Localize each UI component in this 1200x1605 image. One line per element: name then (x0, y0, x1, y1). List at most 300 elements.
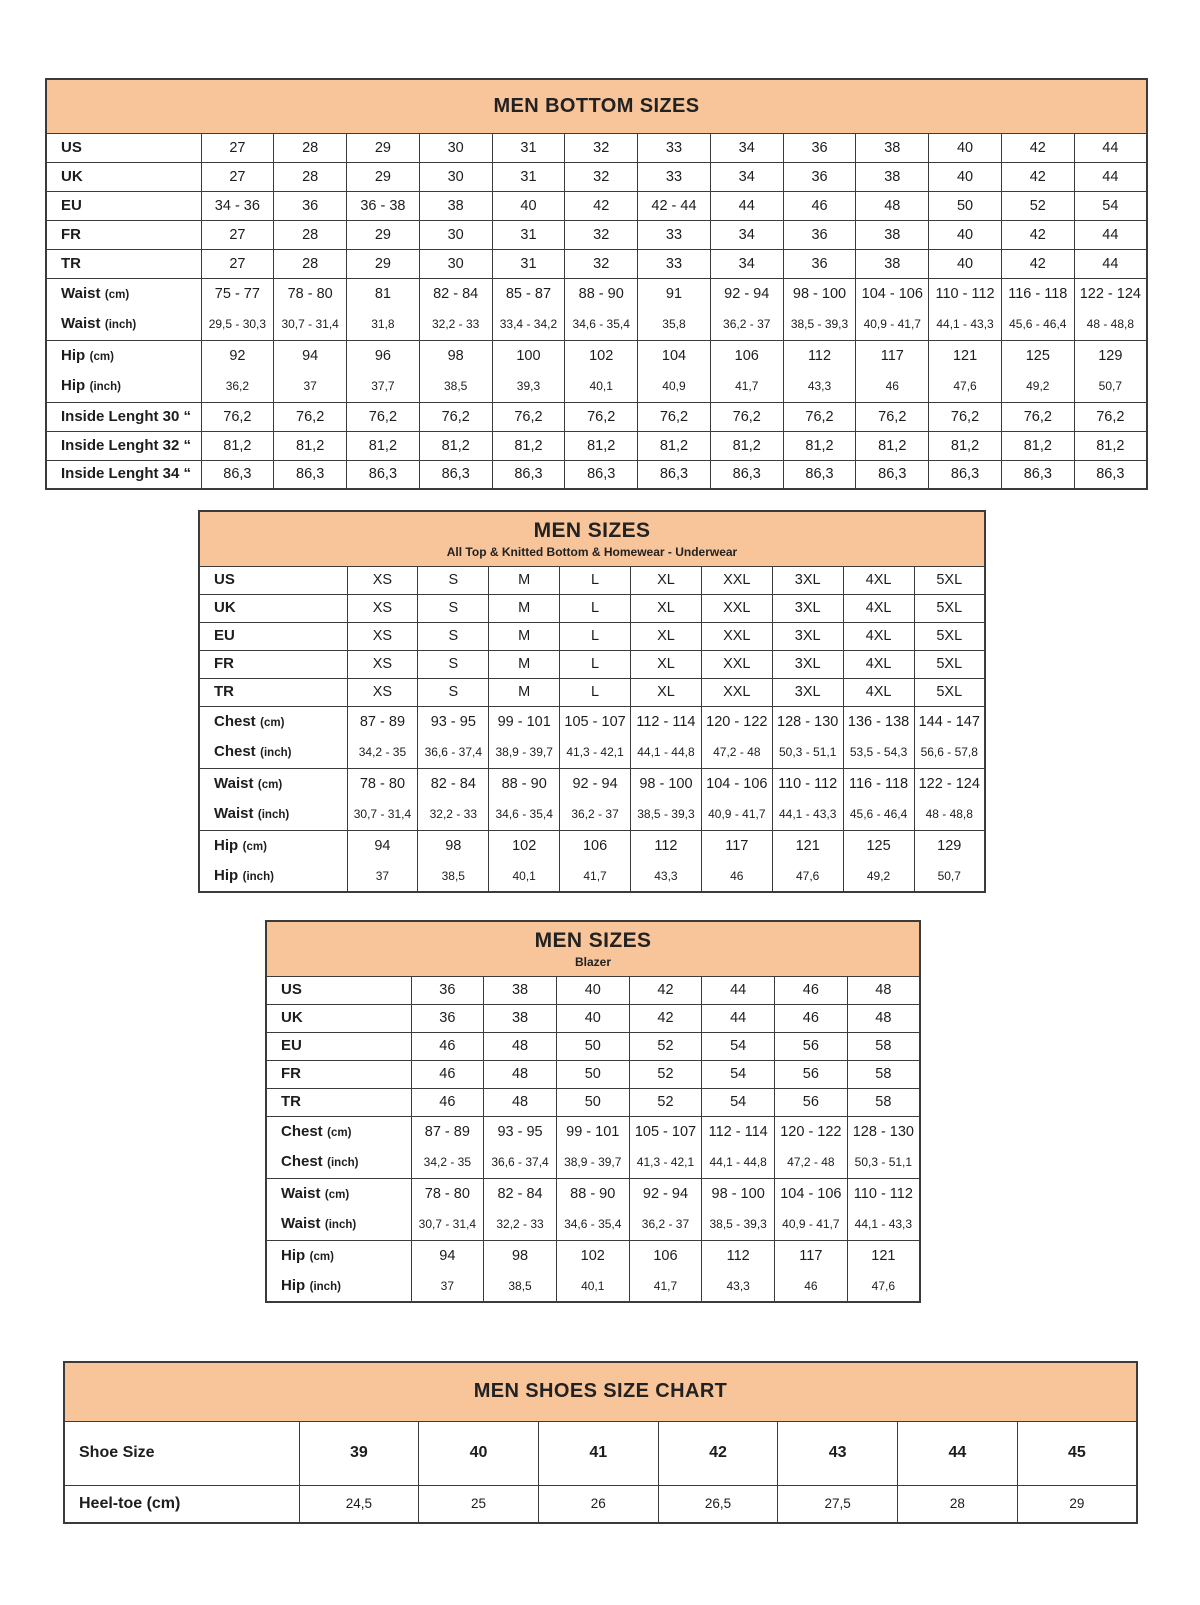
table-cell: 120 - 122 (775, 1116, 848, 1147)
table-cell: 40 (556, 976, 629, 1004)
table-cell: 47,6 (847, 1271, 920, 1302)
table-cell: 38 (419, 191, 492, 220)
table-cell: 82 - 84 (418, 768, 489, 799)
table-cell: 42 (629, 976, 702, 1004)
row-label-text: EU (281, 1037, 302, 1054)
row-label (199, 861, 347, 892)
table-cell: 38 (856, 162, 929, 191)
table-cell: 44,1 - 43,3 (929, 309, 1002, 340)
table-cell: XXL (701, 594, 772, 622)
table-row (46, 431, 1147, 460)
row-label-text: Chest (281, 1122, 323, 1140)
table-cell: 40,9 (638, 371, 711, 402)
table-cell: 38 (856, 133, 929, 162)
table-cell: L (560, 594, 631, 622)
table-cell: 50 (929, 191, 1002, 220)
table-cell: 98 - 100 (631, 768, 702, 799)
table-cell: 31 (492, 162, 565, 191)
row-label (266, 1116, 411, 1147)
table-cell: 47,6 (772, 861, 843, 892)
row-label-unit: (inch) (242, 871, 274, 883)
table-cell: M (489, 594, 560, 622)
table-cell: 129 (1074, 340, 1147, 371)
table-cell: 48 (847, 1004, 920, 1032)
table-cell: 25 (419, 1485, 539, 1523)
table-cell: 98 - 100 (702, 1178, 775, 1209)
row-label (266, 1240, 411, 1271)
table-cell: 42 (1001, 133, 1074, 162)
table-cell: 121 (772, 830, 843, 861)
row-label-text: Waist (281, 1184, 321, 1202)
table-cell: 38 (856, 249, 929, 278)
table-cell: 40,9 - 41,7 (775, 1209, 848, 1240)
table-cell: 36 (783, 220, 856, 249)
row-label (266, 1271, 411, 1302)
table-cell: 28 (274, 162, 347, 191)
table-header (266, 921, 920, 976)
table-cell: 44,1 - 43,3 (772, 799, 843, 830)
table-cell: 38,9 - 39,7 (489, 737, 560, 768)
table-cell: 112 - 114 (631, 706, 702, 737)
table-cell: 86,3 (1074, 460, 1147, 489)
table-cell: 128 - 130 (772, 706, 843, 737)
table-cell: XS (347, 622, 418, 650)
table-cell: 36,2 - 37 (710, 309, 783, 340)
table-cell: M (489, 678, 560, 706)
row-label-unit: (cm) (309, 1250, 334, 1263)
table-cell: 44 (1074, 220, 1147, 249)
row-label-text: Chest (214, 712, 256, 730)
table-cell: 76,2 (565, 402, 638, 431)
row-label (199, 594, 347, 622)
table-cell: 27 (201, 162, 274, 191)
table-cell: 5XL (914, 650, 985, 678)
row-label-text: Hip (61, 377, 86, 395)
table-cell: 3XL (772, 566, 843, 594)
table-title: MEN SIZES (534, 928, 652, 952)
table-cell: 36,2 - 37 (629, 1209, 702, 1240)
table-cell: 42 (1001, 162, 1074, 191)
table-cell: 38,5 (484, 1271, 557, 1302)
table-cell: 26 (538, 1485, 658, 1523)
table-cell: 53,5 - 54,3 (843, 737, 914, 768)
table-cell: 86,3 (638, 460, 711, 489)
table-cell: 45,6 - 46,4 (1001, 309, 1074, 340)
table-cell: 117 (701, 830, 772, 861)
table-cell: 136 - 138 (843, 706, 914, 737)
row-label (46, 220, 201, 249)
table-cell: 87 - 89 (411, 1116, 484, 1147)
table-cell: 50,7 (914, 861, 985, 892)
table-cell: 34 (710, 220, 783, 249)
row-label-text: Inside Lenght 32 “ (61, 436, 192, 454)
table-cell: 104 - 106 (701, 768, 772, 799)
table-cell: 50 (556, 1032, 629, 1060)
table-cell: 50 (556, 1060, 629, 1088)
table-cell: 30 (419, 220, 492, 249)
table-cell: 42 (1001, 249, 1074, 278)
table-cell: 76,2 (492, 402, 565, 431)
table-cell: 40 (929, 133, 1002, 162)
table-cell: L (560, 622, 631, 650)
table-row (266, 1004, 920, 1032)
row-label-unit: (cm) (257, 778, 283, 791)
table-row (199, 830, 985, 861)
row-label (199, 650, 347, 678)
table-row (199, 678, 985, 706)
table-cell: XS (347, 650, 418, 678)
table-cell: 38,5 (419, 371, 492, 402)
table-row (46, 133, 1147, 162)
table-cell: 98 (418, 830, 489, 861)
row-label-unit: (inch) (257, 809, 290, 822)
table-cell: 102 (556, 1240, 629, 1271)
table-cell: 52 (1001, 191, 1074, 220)
table-cell: 46 (775, 1271, 848, 1302)
table-cell: 44,1 - 44,8 (702, 1147, 775, 1178)
table-title: MEN SIZES (533, 518, 651, 542)
table-cell: XXL (701, 650, 772, 678)
table-cell: 34,6 - 35,4 (489, 799, 560, 830)
table-cell: 29 (1017, 1485, 1137, 1523)
row-label-text: TR (61, 254, 81, 272)
row-label (46, 162, 201, 191)
table-cell: 122 - 124 (914, 768, 985, 799)
table-row (266, 1060, 920, 1088)
table-cell: 78 - 80 (274, 278, 347, 309)
table-cell: 40 (419, 1421, 539, 1485)
table-cell: 94 (411, 1240, 484, 1271)
men-bottom-sizes-table (45, 78, 1148, 490)
table-cell: XS (347, 594, 418, 622)
table-cell: 88 - 90 (565, 278, 638, 309)
table-cell: 46 (856, 371, 929, 402)
table-cell: 125 (1001, 340, 1074, 371)
table-cell: L (560, 678, 631, 706)
table-cell: 48 - 48,8 (914, 799, 985, 830)
table-cell: 93 - 95 (484, 1116, 557, 1147)
table-cell: 43,3 (631, 861, 702, 892)
row-label-text: Waist (61, 315, 101, 333)
row-label (46, 431, 201, 460)
table-cell: 81,2 (783, 431, 856, 460)
table-cell: 4XL (843, 594, 914, 622)
table-cell: 36 - 38 (347, 191, 420, 220)
table-cell: 52 (629, 1088, 702, 1116)
table-cell: 42 (1001, 220, 1074, 249)
row-label (266, 1209, 411, 1240)
table-cell: 30 (419, 162, 492, 191)
table-cell: 40,1 (489, 861, 560, 892)
row-label-unit: (inch) (309, 1281, 341, 1293)
table-cell: 37 (411, 1271, 484, 1302)
table-cell: 40,1 (556, 1271, 629, 1302)
table-cell: 34 (710, 249, 783, 278)
table-cell: 50,3 - 51,1 (772, 737, 843, 768)
table-cell: 34,2 - 35 (411, 1147, 484, 1178)
table-cell: 41,7 (629, 1271, 702, 1302)
row-label (64, 1421, 299, 1485)
table-header (199, 511, 985, 566)
row-label (199, 566, 347, 594)
table-cell: 40,9 - 41,7 (701, 799, 772, 830)
table-cell: S (418, 622, 489, 650)
table-row (199, 799, 985, 830)
table-cell: 42 (565, 191, 638, 220)
table-cell: 40 (929, 220, 1002, 249)
row-label (46, 133, 201, 162)
table-cell: 29 (347, 249, 420, 278)
table-cell: 116 - 118 (843, 768, 914, 799)
table-row (199, 861, 985, 892)
row-label-text: Waist (214, 805, 254, 823)
table-cell: 38,5 - 39,3 (631, 799, 702, 830)
table-cell: 81,2 (856, 431, 929, 460)
table-header (64, 1362, 1137, 1421)
table-cell: 54 (702, 1032, 775, 1060)
table-cell: 96 (347, 340, 420, 371)
table-cell: 40,9 - 41,7 (856, 309, 929, 340)
table-cell: 32,2 - 33 (419, 309, 492, 340)
table-cell: 81,2 (710, 431, 783, 460)
row-label-text: Hip (281, 1277, 306, 1294)
table-cell: 30,7 - 31,4 (411, 1209, 484, 1240)
table-cell: 128 - 130 (847, 1116, 920, 1147)
table-cell: 76,2 (201, 402, 274, 431)
table-cell: 28 (274, 133, 347, 162)
table-cell: 33 (638, 249, 711, 278)
row-label-text: Waist (61, 284, 101, 302)
table-row (266, 1240, 920, 1271)
table-cell: 37,7 (347, 371, 420, 402)
table-cell: 28 (898, 1485, 1018, 1523)
table-cell: XL (631, 594, 702, 622)
table-cell: 31 (492, 249, 565, 278)
row-label-text: Chest (214, 743, 256, 761)
row-label-text: UK (281, 1009, 303, 1026)
table-cell: 29,5 - 30,3 (201, 309, 274, 340)
table-cell: 44 (1074, 249, 1147, 278)
table-cell: 100 (492, 340, 565, 371)
table-cell: 104 - 106 (856, 278, 929, 309)
table-row (46, 162, 1147, 191)
table-cell: 86,3 (710, 460, 783, 489)
table-cell: 81,2 (347, 431, 420, 460)
table-cell: 41,3 - 42,1 (560, 737, 631, 768)
row-label (266, 1004, 411, 1032)
table-row (199, 622, 985, 650)
row-label (266, 1147, 411, 1178)
row-label (46, 249, 201, 278)
table-cell: 121 (929, 340, 1002, 371)
table-cell: 82 - 84 (419, 278, 492, 309)
table-cell: 76,2 (710, 402, 783, 431)
row-label-unit: (inch) (89, 381, 121, 394)
row-label (266, 1032, 411, 1060)
table-cell: 92 - 94 (629, 1178, 702, 1209)
table-cell: 86,3 (1001, 460, 1074, 489)
table-row (46, 191, 1147, 220)
row-label (46, 460, 201, 489)
row-label-unit: (inch) (324, 1219, 357, 1232)
table-title: MEN SHOES SIZE CHART (473, 1380, 728, 1403)
table-cell: 125 (843, 830, 914, 861)
table-row (199, 706, 985, 737)
table-cell: 32 (565, 249, 638, 278)
table-cell: 5XL (914, 678, 985, 706)
table-cell: 5XL (914, 594, 985, 622)
table-cell: 93 - 95 (418, 706, 489, 737)
table-cell: 46 (411, 1032, 484, 1060)
row-label-text: Hip (61, 346, 86, 364)
row-label-text: UK (214, 599, 236, 616)
row-label (46, 371, 201, 402)
table-cell: 30 (419, 133, 492, 162)
table-cell: 49,2 (843, 861, 914, 892)
table-cell: 76,2 (856, 402, 929, 431)
table-cell: 54 (702, 1088, 775, 1116)
row-label-unit: (cm) (327, 1126, 352, 1139)
table-cell: 29 (347, 133, 420, 162)
table-cell: 3XL (772, 594, 843, 622)
table-cell: 37 (274, 371, 347, 402)
table-cell: 94 (347, 830, 418, 861)
table-cell: 33 (638, 162, 711, 191)
row-label-unit: (inch) (327, 1157, 359, 1170)
table-cell: 3XL (772, 678, 843, 706)
table-cell: S (418, 566, 489, 594)
table-row (266, 1088, 920, 1116)
table-cell: 36 (783, 162, 856, 191)
table-cell: 88 - 90 (556, 1178, 629, 1209)
row-label-unit: (cm) (324, 1188, 350, 1201)
table-cell: 46 (783, 191, 856, 220)
table-cell: 46 (775, 976, 848, 1004)
table-cell: 86,3 (492, 460, 565, 489)
table-cell: 37 (347, 861, 418, 892)
table-cell: XS (347, 678, 418, 706)
table-cell: 36,2 - 37 (560, 799, 631, 830)
table-cell: 45 (1017, 1421, 1137, 1485)
table-cell: 34,6 - 35,4 (556, 1209, 629, 1240)
table-cell: 76,2 (1074, 402, 1147, 431)
table-cell: 38,9 - 39,7 (556, 1147, 629, 1178)
table-row (46, 402, 1147, 431)
table-cell: 34 (710, 162, 783, 191)
table-cell: 36 (411, 976, 484, 1004)
table-cell: 27 (201, 249, 274, 278)
table-cell: M (489, 566, 560, 594)
row-label (46, 278, 201, 309)
table-cell: 50 (556, 1088, 629, 1116)
table-row (64, 1421, 1137, 1485)
table-cell: 38 (484, 976, 557, 1004)
men-sizes-top-table (198, 510, 986, 893)
table-cell: 32,2 - 33 (418, 799, 489, 830)
table-cell: 28 (274, 220, 347, 249)
row-label-unit: (cm) (89, 350, 114, 363)
row-label-text: FR (214, 655, 234, 672)
table-cell: 81,2 (565, 431, 638, 460)
table-cell: 56 (775, 1060, 848, 1088)
table-cell: 92 - 94 (710, 278, 783, 309)
row-label-text: Heel-toe (cm) (79, 1494, 181, 1512)
table-cell: 99 - 101 (489, 706, 560, 737)
table-cell: 50,7 (1074, 371, 1147, 402)
row-label-text: TR (281, 1093, 301, 1110)
table-cell: 32,2 - 33 (484, 1209, 557, 1240)
table-row (199, 650, 985, 678)
men-bottom-sizes-table-grid (45, 78, 1148, 490)
table-cell: 31 (492, 133, 565, 162)
table-cell: 81,2 (274, 431, 347, 460)
table-row (46, 249, 1147, 278)
table-cell: 43 (778, 1421, 898, 1485)
row-label (199, 678, 347, 706)
table-cell: 81,2 (1001, 431, 1074, 460)
table-cell: 86,3 (856, 460, 929, 489)
table-cell: 116 - 118 (1001, 278, 1074, 309)
table-cell: 44 (1074, 162, 1147, 191)
table-cell: 86,3 (274, 460, 347, 489)
table-row (199, 737, 985, 768)
table-cell: XL (631, 678, 702, 706)
table-cell: 46 (775, 1004, 848, 1032)
table-cell: 4XL (843, 622, 914, 650)
row-label (46, 309, 201, 340)
table-cell: 38,5 (418, 861, 489, 892)
table-cell: 38 (484, 1004, 557, 1032)
table-cell: 112 - 114 (702, 1116, 775, 1147)
table-cell: 120 - 122 (701, 706, 772, 737)
table-cell: 48 (484, 1060, 557, 1088)
men-sizes-top-table-grid (198, 510, 986, 893)
table-row (266, 1209, 920, 1240)
row-label (199, 830, 347, 861)
row-label (64, 1485, 299, 1523)
table-cell: 3XL (772, 650, 843, 678)
table-cell: 110 - 112 (772, 768, 843, 799)
table-cell: 86,3 (783, 460, 856, 489)
men-sizes-blazer-table (265, 920, 921, 1303)
table-cell: 44,1 - 43,3 (847, 1209, 920, 1240)
table-cell: 86,3 (419, 460, 492, 489)
table-cell: 31,8 (347, 309, 420, 340)
table-cell: M (489, 622, 560, 650)
table-cell: 40,1 (565, 371, 638, 402)
table-cell: 54 (1074, 191, 1147, 220)
table-cell: 81,2 (638, 431, 711, 460)
table-cell: 33 (638, 133, 711, 162)
table-cell: 104 (638, 340, 711, 371)
table-cell: 98 - 100 (783, 278, 856, 309)
table-cell: 46 (411, 1060, 484, 1088)
table-cell: 81,2 (201, 431, 274, 460)
table-cell: 112 (702, 1240, 775, 1271)
table-cell: 26,5 (658, 1485, 778, 1523)
table-cell: 129 (914, 830, 985, 861)
table-cell: 81 (347, 278, 420, 309)
table-cell: 86,3 (347, 460, 420, 489)
table-cell: L (560, 650, 631, 678)
table-row (46, 220, 1147, 249)
table-cell: 110 - 112 (847, 1178, 920, 1209)
table-cell: 52 (629, 1032, 702, 1060)
table-cell: 104 - 106 (775, 1178, 848, 1209)
table-cell: 34 - 36 (201, 191, 274, 220)
table-cell: 44,1 - 44,8 (631, 737, 702, 768)
table-row (46, 460, 1147, 489)
